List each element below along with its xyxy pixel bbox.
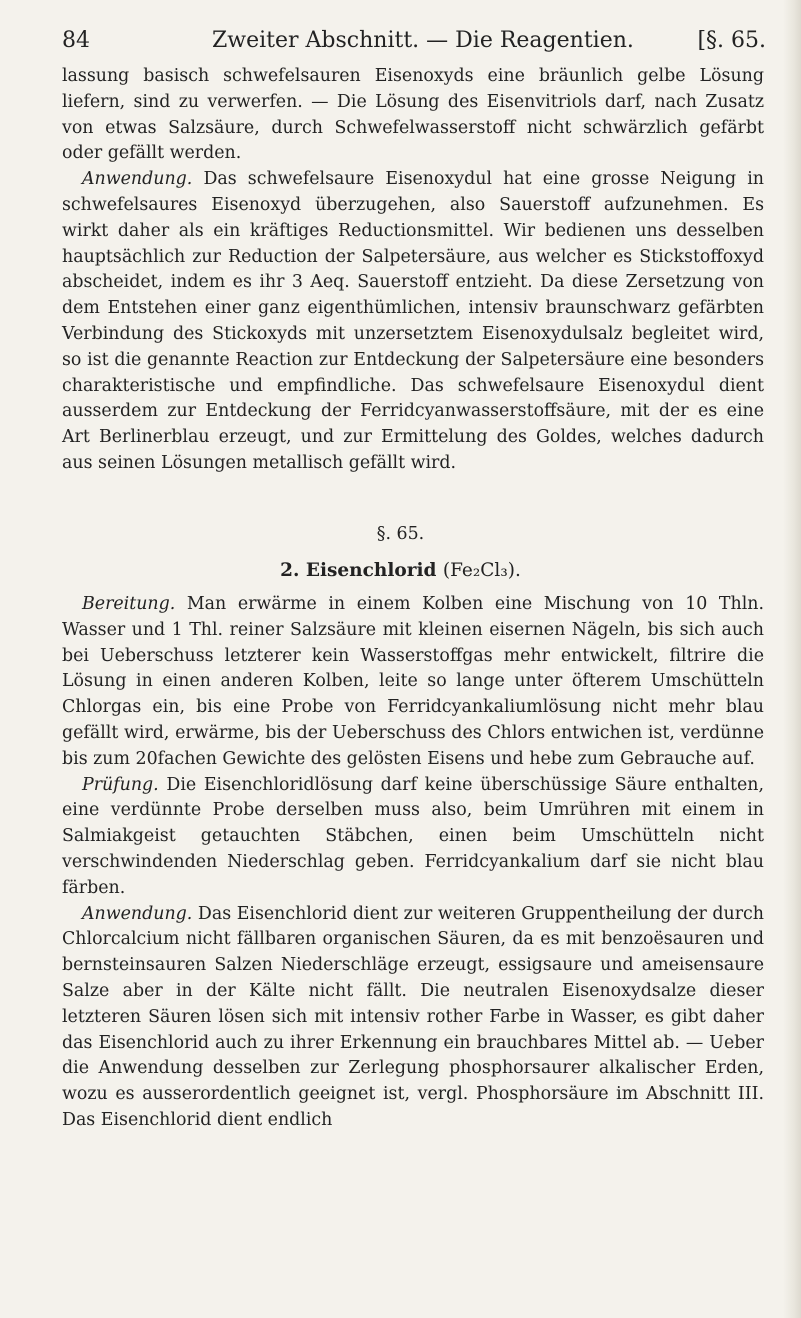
paragraph-text: lassung basisch schwefelsauren Eisenoxyds eine bräunlich gelbe Lösung liefern, sind zu verwerfen. — Die Lösung des Eisenvitriols darf, nach Zusatz von etwas Salzsäure, durch Schwefelwasserstoff nicht schwärzlich gefärbt oder gefällt werden. [62,66,764,164]
text-block-bottom [62,592,764,1134]
section-number: §. 65. [376,524,425,544]
paragraph-text: Das Eisenchlorid dient zur weiteren Gruppentheilung der durch Chlorcalcium nicht fällbaren organischen Säuren, da es mit benzoësauren und bernsteinsauren Salzen Niederschläge erzeugt, essigsaure und ameisensaure Salze aber in der Kälte nicht fällt. Die neutralen Eisenoxydsalze dieser letzteren Säuren lösen sich mit intensiv rother Farbe in Wasser, es gibt daher das Eisenchlorid auch zu ihrer Erkennung ein brauchbares Mittel ab. — Ueber die Anwendung desselben zur Zerlegung phosphorsaurer alkalischer Erden, wozu es ausserordentlich geeignet ist, vergl. Phosphorsäure im Abschnitt III. Das Eisenchlorid dient endlich [62,903,764,1130]
paragraph-text: Man erwärme in einem Kolben eine Mischung von 10 Thln. Wasser und 1 Thl. reiner Salzsäure mit kleinen eisernen Nägeln, bis sich auch bei Ueberschuss letzterer kein Wasserstoffgas mehr entwickelt, filtrire die Lösung in einen anderen Kolben, leite so lange unter öfterem Umschütteln Chlorgas ein, bis eine Probe von Ferridcyankaliumlösung nicht mehr blau gefällt wird, erwärme, bis der Ueberschuss des Chlors entwichen ist, verdünne bis zum 20fachen Gewichte des gelösten Eisens und hebe zum Gebrauche auf. [62,594,764,769]
text-block-top [62,64,764,477]
paragraph-lead: Anwendung. [82,903,193,924]
paragraph-anwendung-2 [62,902,764,1134]
paragraph-pruefung [62,773,764,902]
paragraph-lead: Bereitung. [82,594,176,614]
paragraph-lead: Prüfung. [82,774,159,795]
paragraph-text: Die Eisenchloridlösung darf keine überschüssige Säure enthalten, eine verdünnte Probe derselben muss also, beim Umrühren mit einem in Salmiakgeist getauchten Stäbchen, einen beim Umschütteln nicht verschwindenden Niederschlag geben. Ferridcyankalium darf sie nicht blau färben. [62,774,764,898]
paragraph-lead: Anwendung. [82,169,193,190]
page-edge-shadow [783,0,801,1318]
running-title: Zweiter Abschnitt. — Die Reagentien. [212,28,634,53]
paragraph-text: Das schwefelsaure Eisenoxydul hat eine grosse Neigung in schwefelsaures Eisenoxyd überzugehen, also Sauerstoff aufzunehmen. Es wirkt daher als ein kräftiges Reductionsmittel. Wir bedienen uns desselben hauptsächlich zur Reduction der Salpetersäure, aus welcher es Stickstoffoxyd abscheidet, indem es ihr 3 Aeq. Sauerstoff entzieht. Da diese Zersetzung von dem Entstehen einer ganz eigenthümlichen, intensiv braunschwarz gefärbten Verbindung des Stickoxyds mit unzersetztem Eisenoxydulsalz begleitet wird, so ist die genannte Reaction zur Entdeckung der Salpetersäure eine besonders charakteristische und empfindliche. Das schwefelsaure Eisenoxydul dient ausserdem zur Entdeckung der Ferridcyanwasserstoffsäure, mit der es eine Art Berlinerblau erzeugt, und zur Ermittelung des Goldes, welches dadurch aus seinen Lösungen metallisch gefällt wird. [62,169,764,473]
paragraph-continuation [62,64,764,167]
paragraph-anwendung [62,167,764,477]
section-title-text: 2. Eisenchlorid [280,560,437,581]
running-header [62,28,766,58]
section-title [0,560,801,581]
page-number: 84 [62,28,90,53]
section-formula: (Fe₂Cl₃). [442,560,521,581]
section-reference: [§. 65. [697,28,766,53]
paragraph-bereitung [62,592,764,773]
